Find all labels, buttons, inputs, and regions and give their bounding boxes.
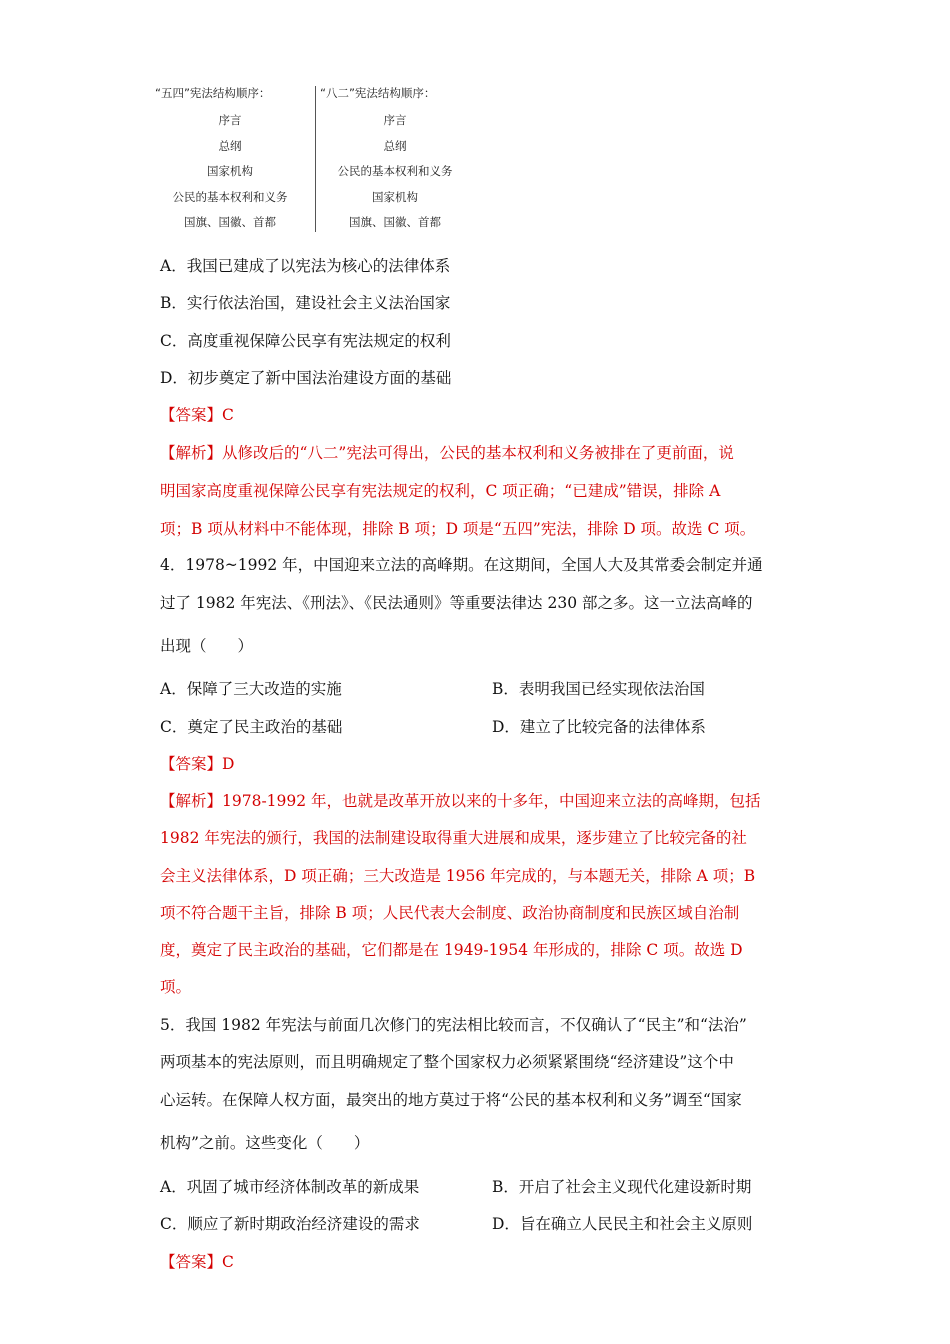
q4-option-c: C．奠定了民主政治的基础: [160, 718, 343, 736]
q3-analysis-line: 项；B 项从材料中不能体现，排除 B 项；D 项是“五四”宪法，排除 D 项。故选 C 项。: [160, 520, 756, 538]
q3-option-b: B．实行依法治国，建设社会主义法治国家: [160, 294, 451, 312]
q4-option-d: D．建立了比较完备的法律体系: [492, 718, 706, 736]
q5-option-c: C．顺应了新时期政治经济建设的需求: [160, 1215, 420, 1233]
answer-value: C: [222, 406, 234, 424]
bayer-item: 公民的基本权利和义务: [337, 164, 453, 178]
q3-answer: [160, 405, 234, 425]
wusi-structure-column: [155, 84, 305, 236]
bayer-item: 国家机构: [372, 189, 418, 204]
wusi-structure-title: “五四”宪法结构顺序：: [155, 86, 271, 100]
answer-tag: 【答案】: [160, 406, 223, 424]
q5-stem-line: 机构”之前。这些变化（ ）: [160, 1134, 370, 1152]
wusi-item: 序言: [218, 113, 242, 127]
bayer-structure-column: [320, 84, 470, 236]
answer-tag: 【答案】: [160, 1253, 223, 1271]
answer-value: C: [222, 1253, 234, 1271]
q4-analysis-line: 1982 年宪法的颁行，我国的法制建设取得重大进展和成果，逐步建立了比较完备的社: [160, 829, 747, 847]
q5-option-d: D．旨在确立人民民主和社会主义原则: [492, 1215, 753, 1233]
q5-stem-line: 5．我国 1982 年宪法与前面几次修门的宪法相比较而言，不仅确认了“民主”和“法治”: [160, 1016, 747, 1034]
q4-analysis-line: 项不符合题干主旨，排除 B 项；人民代表大会制度、政治协商制度和民族区域自治制: [160, 904, 740, 922]
bayer-structure-title: “八二”宪法结构顺序：: [320, 86, 436, 100]
bayer-item: 总纲: [383, 138, 407, 153]
constitution-structure-figure: [155, 84, 485, 234]
q4-stem-line: 出现（ ）: [160, 637, 254, 655]
q5-stem-line: 心运转。在保障人权方面，最突出的地方莫过于将“公民的基本权利和义务”调至“国家: [160, 1091, 742, 1109]
q4-stem-line: 过了 1982 年宪法、《刑法》、《民法通则》等重要法律达 230 部之多。这一立法高峰的: [160, 594, 753, 612]
q5-option-b: B．开启了社会主义现代化建设新时期: [492, 1178, 752, 1196]
wusi-item: 总纲: [218, 138, 242, 153]
bayer-item: 序言: [383, 113, 407, 127]
wusi-item: 国家机构: [207, 164, 253, 178]
bayer-item: 国旗、国徽、首都: [349, 215, 441, 229]
q4-analysis-line: 会主义法律体系，D 项正确；三大改造是 1956 年完成的，与本题无关，排除 A 项；B: [160, 867, 756, 885]
q4-option-b: B．表明我国已经实现依法治国: [492, 680, 705, 698]
q4-stem-line: 4．1978~1992 年，中国迎来立法的高峰期。在这期间，全国人大及其常委会制定并通: [160, 556, 763, 574]
q4-analysis-line: 项。: [160, 978, 192, 996]
answer-value: D: [222, 755, 235, 773]
q3-analysis-line: 明国家高度重视保障公民享有宪法规定的权利，C 项正确；“已建成”错误，排除 A: [160, 482, 721, 500]
q5-answer: [160, 1252, 234, 1272]
wusi-item: 国旗、国徽、首都: [184, 215, 276, 229]
q3-option-c: C．高度重视保障公民享有宪法规定的权利: [160, 332, 451, 350]
q4-option-a: A．保障了三大改造的实施: [160, 680, 342, 698]
q5-option-a: A．巩固了城市经济体制改革的新成果: [160, 1178, 420, 1196]
answer-tag: 【答案】: [160, 755, 223, 773]
q3-analysis-line: 【解析】从修改后的“八二”宪法可得出，公民的基本权利和义务被排在了更前面，说: [160, 444, 734, 462]
q3-option-a: A．我国已建成了以宪法为核心的法律体系: [160, 257, 451, 275]
q4-analysis-line: 度，奠定了民主政治的基础，它们都是在 1949-1954 年形成的，排除 C 项。故选 D: [160, 941, 743, 959]
q4-analysis-line: 【解析】1978-1992 年，也就是改革开放以来的十多年，中国迎来立法的高峰期，包括: [160, 792, 761, 810]
figure-divider: [315, 86, 316, 232]
wusi-item: 公民的基本权利和义务: [172, 189, 288, 204]
q5-stem-line: 两项基本的宪法原则，而且明确规定了整个国家权力必须紧紧围绕“经济建设”这个中: [160, 1053, 734, 1071]
q4-answer: [160, 754, 234, 774]
q3-option-d: D．初步奠定了新中国法治建设方面的基础: [160, 369, 452, 387]
